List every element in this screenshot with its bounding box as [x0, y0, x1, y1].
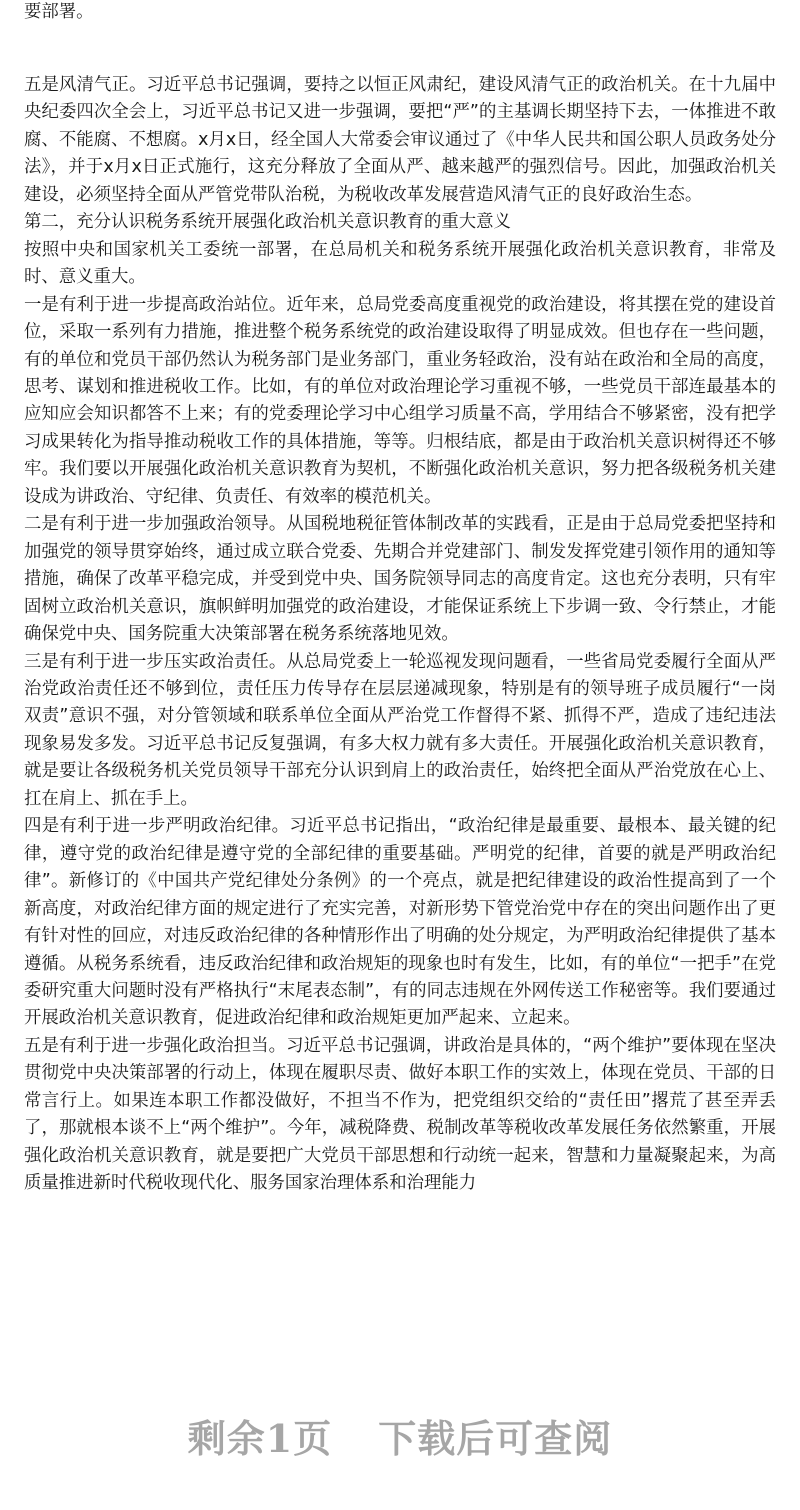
- paragraph-point-4: 四是有利于进一步严明政治纪律。习近平总书记指出，“政治纪律是最重要、最根本、最关键的纪律，遵守党的政治纪律是遵守党的全部纪律的重要基础。严明党的纪律，首要的就是严明政治纪律”。新修订的《中国共产党纪律处分条例》的一个亮点，就是把纪律建设的政治性提高到了一个新高度，对政治纪律方面的规定进行了充实完善，对新形势下管党治党中存在的突出问题作出了更有针对性的回应，对违反政治纪律的各种情形作出了明确的处分规定，为严明政治纪律提供了基本遵循。从税务系统看，违反政治纪律和政治规矩的现象也时有发生，比如，有的单位“一把手”在党委研究重大问题时没有严格执行“末尾表态制”，有的同志违规在外网传送工作秘密等。我们要通过开展政治机关意识教育，促进政治纪律和政治规矩更加严起来、立起来。: [24, 816, 776, 1029]
- paragraph-point-3: 三是有利于进一步压实政治责任。从总局党委上一轮巡视发现问题看，一些省局党委履行全面从严治党政治责任还不够到位，责任压力传导存在层层递减现象，特别是有的领导班子成员履行“一岗双责”意识不强，对分管领域和联系单位全面从严治党工作督得不紧、抓得不严，造成了违纪违法现象易发多发。习近平总书记反复强调，有多大权力就有多大责任。开展强化政治机关意识教育，就是要让各级税务机关党员领导干部充分认识到肩上的政治责任，始终把全面从严治党放在心上、扛在肩上、抓在手上。: [24, 651, 776, 809]
- paragraph-intro: 按照中央和国家机关工委统一部署，在总局机关和税务系统开展强化政治机关意识教育，非常及时、意义重大。: [24, 239, 776, 288]
- section-heading-2: 第二，充分认识税务系统开展强化政治机关意识教育的重大意义: [24, 212, 511, 233]
- paragraph-point-5: 五是有利于进一步强化政治担当。习近平总书记强调，讲政治是具体的，“两个维护”要体现在坚决贯彻党中央决策部署的行动上，体现在履职尽责、做好本职工作的实效上，体现在党员、干部的日常言行上。如果连本职工作都没做好，不担当不作为，把党组织交给的“责任田”撂荒了甚至弄丢了，那就根本谈不上“两个维护”。今年，减税降费、税制改革等税收改革发展任务依然繁重，开展强化政治机关意识教育，就是要把广大党员干部思想和行动统一起来，智慧和力量凝聚起来，为高质量推进新时代税收现代化、服务国家治理体系和治理能力: [24, 1035, 776, 1194]
- remaining-pages-label: 剩余1页: [187, 1416, 333, 1461]
- download-hint-label: 下载后可查阅: [378, 1416, 613, 1461]
- document-body: [24, 72, 776, 1198]
- paragraph-point-2: 二是有利于进一步加强政治领导。从国税地税征管体制改革的实践看，正是由于总局党委把坚持和加强党的领导贯穿始终，通过成立联合党委、先期合并党建部门、制发发挥党建引领作用的通知等措施，确保了改革平稳完成，并受到党中央、国务院领导同志的高度肯定。这也充分表明，只有牢固树立政治机关意识，旗帜鲜明加强党的政治建设，才能保证系统上下步调一致、令行禁止，才能确保党中央、国务院重大决策部署在税务系统落地见效。: [24, 514, 776, 645]
- download-prompt-banner[interactable]: [0, 1408, 800, 1463]
- paragraph-point-1: 一是有利于进一步提高政治站位。近年来，总局党委高度重视党的政治建设，将其摆在党的建设首位，采取一系列有力措施，推进整个税务系统党的政治建设取得了明显成效。但也存在一些问题，有的单位和党员干部仍然认为税务部门是业务部门，重业务轻政治，没有站在政治和全局的高度，思考、谋划和推进税收工作。比如，有的单位对政治理论学习重视不够，一些党员干部连最基本的应知应会知识都答不上来；有的党委理论学习中心组学习质量不高，学用结合不够紧密，没有把学习成果转化为指导推动税收工作的具体措施，等等。归根结底，都是由于政治机关意识树得还不够牢。我们要以开展强化政治机关意识教育为契机，不断强化政治机关意识，努力把各级税务机关建设成为讲政治、守纪律、负责任、有效率的模范机关。: [24, 294, 776, 507]
- paragraph-wuqing: 五是风清气正。习近平总书记强调，要持之以恒正风肃纪，建设风清气正的政治机关。在十九届中央纪委四次全会上，习近平总书记又进一步强调，要把“严”的主基调长期坚持下去，一体推进不敢腐、不能腐、不想腐。x月x日，经全国人大常委会审议通过了《中华人民共和国公职人员政务处分法》，并于x月x日正式施行，这充分释放了全面从严、越来越严的强烈信号。因此，加强政治机关建设，必须坚持全面从严管党带队治税，为税收改革发展营造风清气正的良好政治生态。: [24, 75, 776, 205]
- top-fragment: 要部署。: [24, 2, 94, 22]
